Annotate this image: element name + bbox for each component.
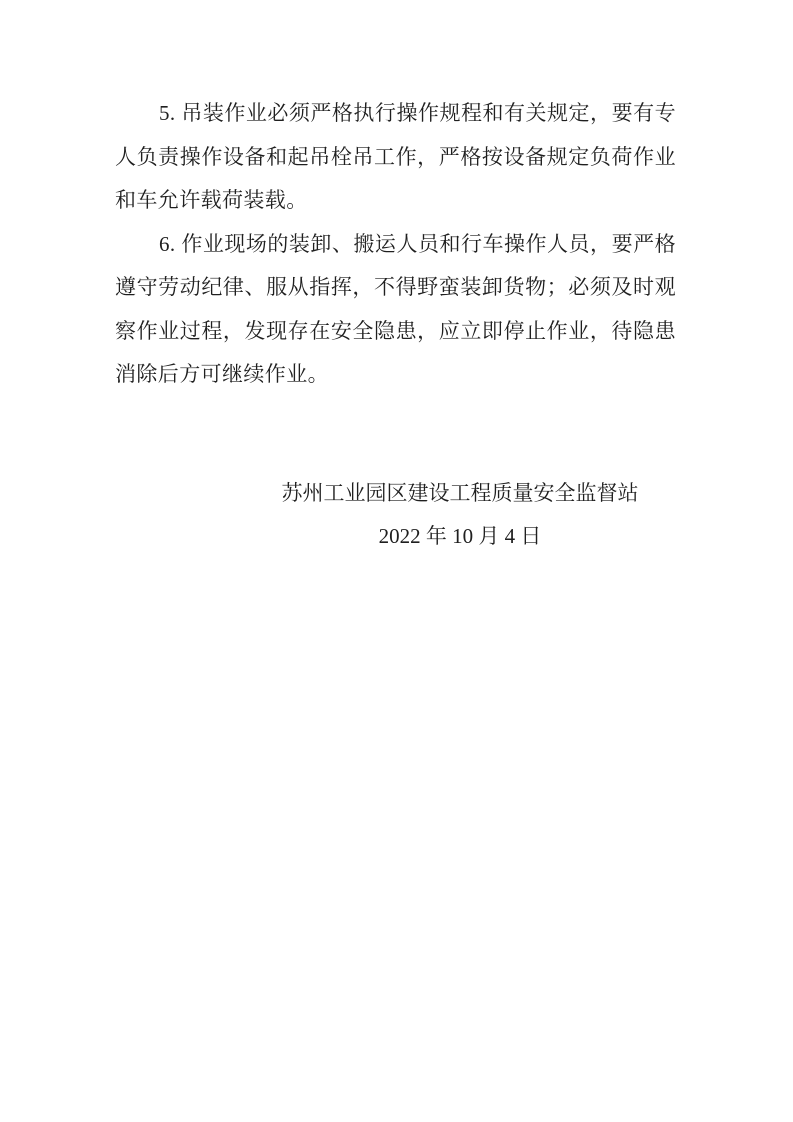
closing-block [244, 472, 676, 559]
document-body [115, 92, 676, 559]
signature-organization: 苏州工业园区建设工程质量安全监督站 [281, 480, 639, 505]
signature-date: 2022 年 10 月 4 日 [378, 524, 542, 548]
body-paragraph-item-6: 6. 作业现场的装卸、搬运人员和行车操作人员，要严格遵守劳动纪律、服从指挥，不得野蛮装卸货物；必须及时观察作业过程，发现存在安全隐患，应立即停止作业，待隐患消除后方可继续作业。 [115, 231, 676, 386]
body-paragraph-item-5: 5. 吊装作业必须严格执行操作规程和有关规定，要有专人负责操作设备和起吊栓吊工作，严格按设备规定负荷作业和车允许载荷装载。 [115, 101, 676, 212]
